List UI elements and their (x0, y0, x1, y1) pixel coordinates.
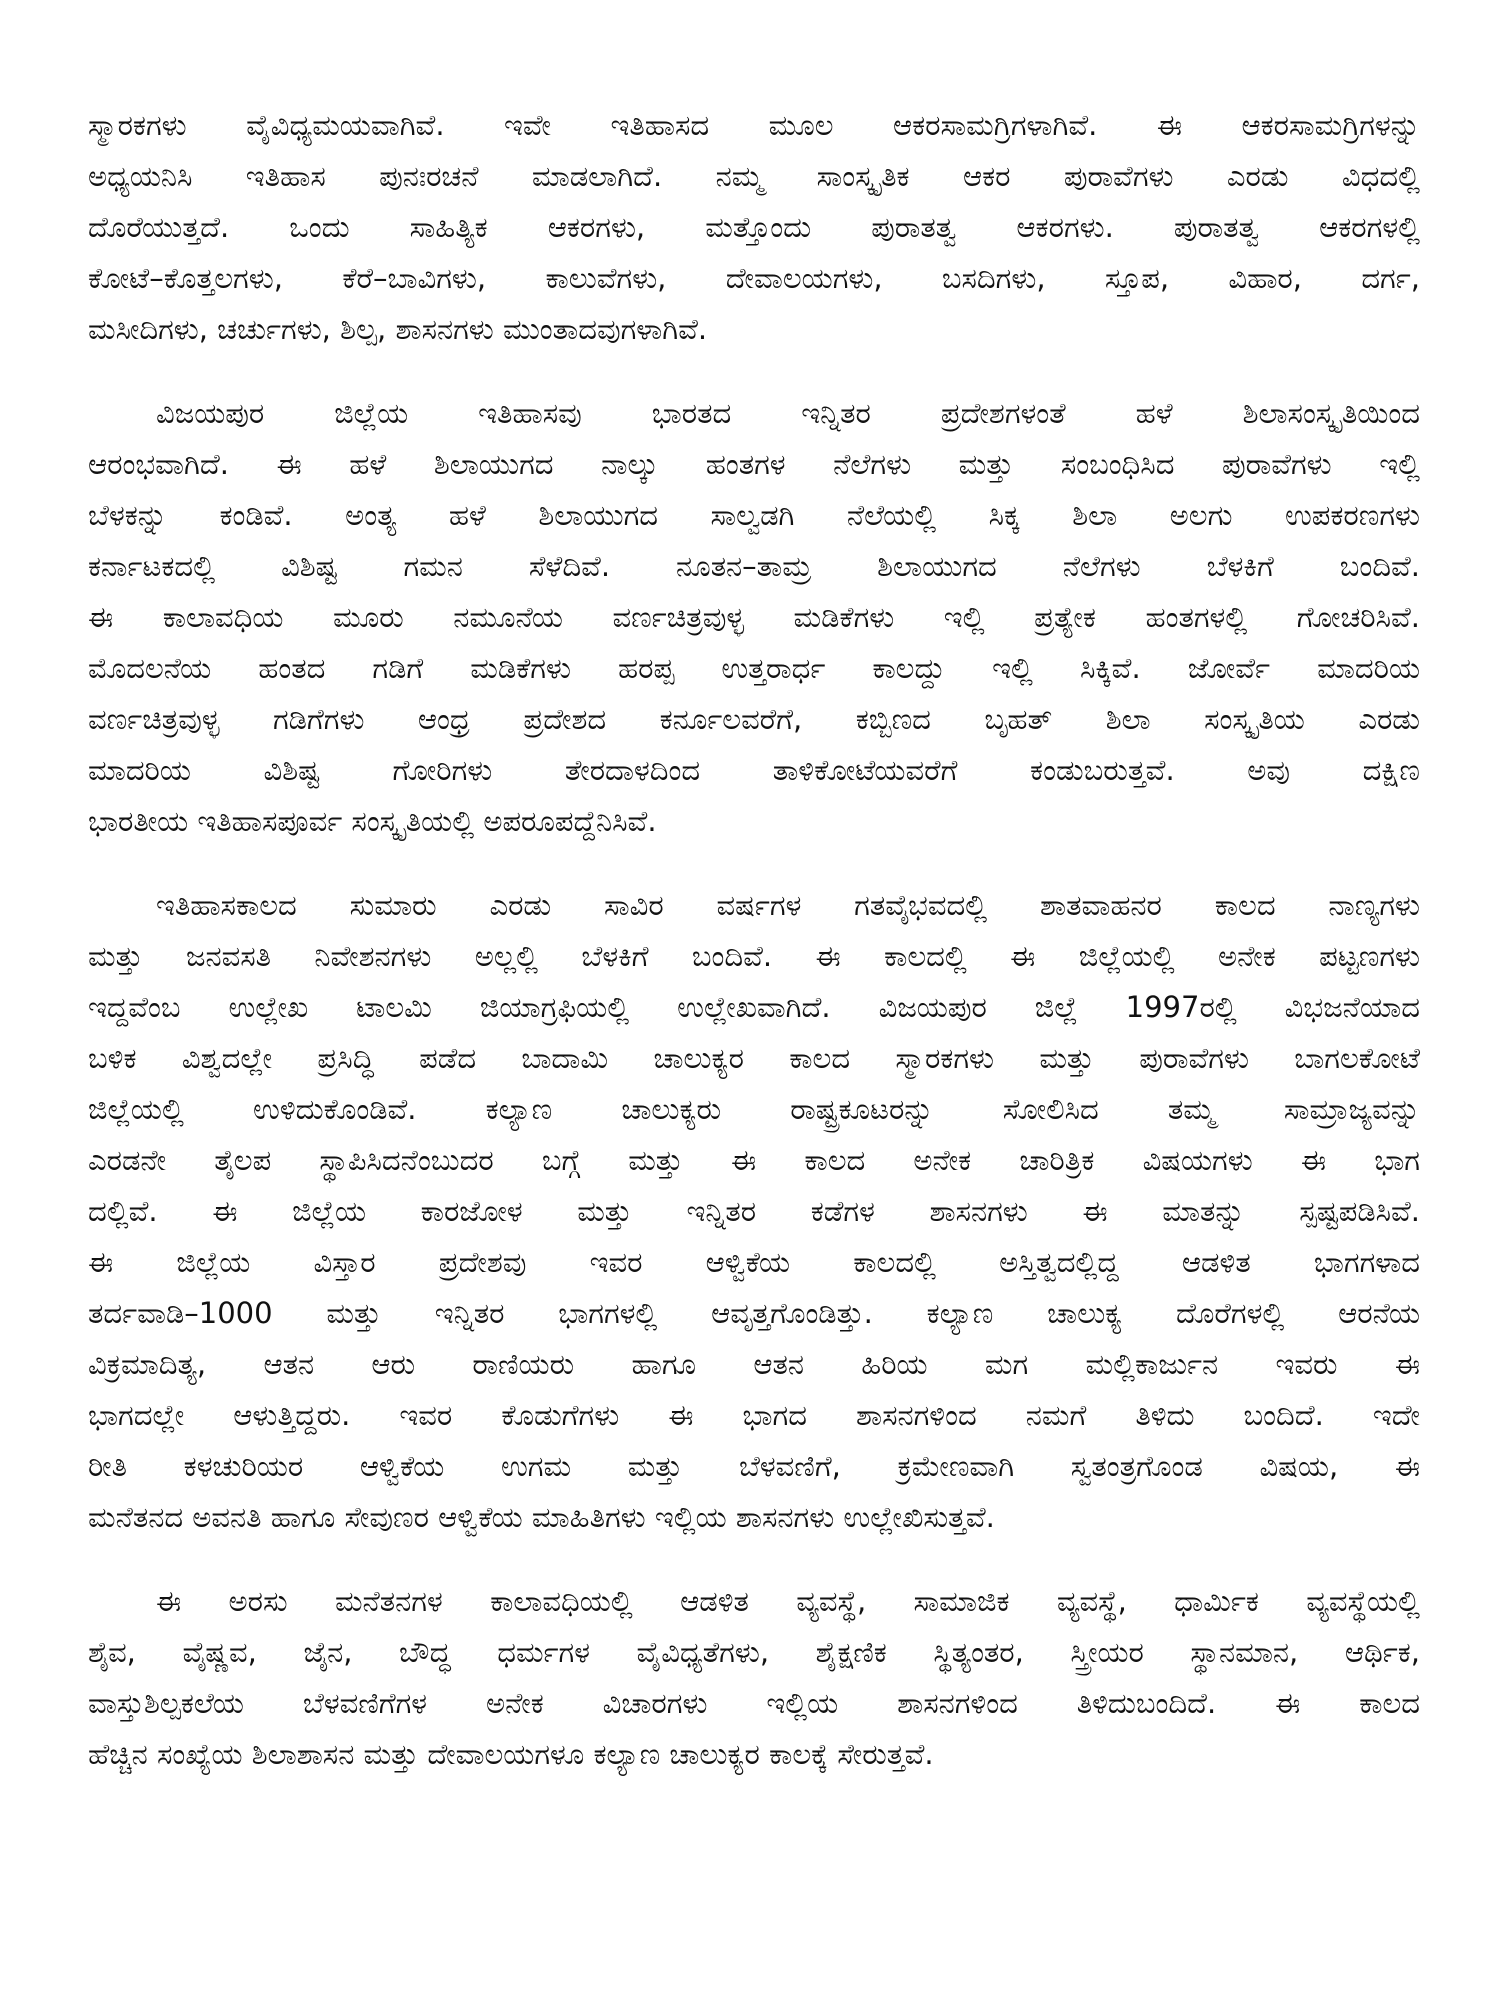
text-line: ಈ ಜಿಲ್ಲೆಯ ವಿಸ್ತಾರ ಪ್ರದೇಶವು ಇವರ ಆಳ್ವಿಕೆಯ ಕಾಲದಲ್ಲಿ ಅಸ್ತಿತ್ವದಲ್ಲಿದ್ದ ಆಡಳಿತ ಭಾಗಗಳಾದ (88, 1245, 1420, 1279)
text-line: ಭಾಗದಲ್ಲೇ ಆಳುತ್ತಿದ್ದರು. ಇವರ ಕೊಡುಗೆಗಳು ಈ ಭಾಗದ ಶಾಸನಗಳಿಂದ ನಮಗೆ ತಿಳಿದು ಬಂದಿದೆ. ಇದೇ (88, 1398, 1420, 1432)
paragraph-1 (88, 100, 1420, 355)
text-line: ಮತ್ತು ಜನವಸತಿ ನಿವೇಶನಗಳು ಅಲ್ಲಲ್ಲಿ ಬೆಳಕಿಗೆ ಬಂದಿವೆ. ಈ ಕಾಲದಲ್ಲಿ ಈ ಜಿಲ್ಲೆಯಲ್ಲಿ ಅನೇಕ ಪಟ್ಟಣಗಳು (88, 939, 1420, 973)
text-line: ಈ ಕಾಲಾವಧಿಯ ಮೂರು ನಮೂನೆಯ ವರ್ಣಚಿತ್ರವುಳ್ಳ ಮಡಿಕೆಗಳು ಇಲ್ಲಿ ಪ್ರತ್ಯೇಕ ಹಂತಗಳಲ್ಲಿ ಗೋಚರಿಸಿವೆ. (88, 600, 1420, 634)
text-line: ಜಿಲ್ಲೆಯಲ್ಲಿ ಉಳಿದುಕೊಂಡಿವೆ. ಕಲ್ಯಾಣ ಚಾಲುಕ್ಯರು ರಾಷ್ಟ್ರಕೂಟರನ್ನು ಸೋಲಿಸಿದ ತಮ್ಮ ಸಾಮ್ರಾಜ್ಯವನ್ನು (88, 1092, 1420, 1126)
text-line: ದಲ್ಲಿವೆ. ಈ ಜಿಲ್ಲೆಯ ಕಾರಜೋಳ ಮತ್ತು ಇನ್ನಿತರ ಕಡೆಗಳ ಶಾಸನಗಳು ಈ ಮಾತನ್ನು ಸ್ಪಷ್ಟಪಡಿಸಿವೆ. (88, 1194, 1420, 1228)
text-line: ಮೊದಲನೆಯ ಹಂತದ ಗಡಿಗೆ ಮಡಿಕೆಗಳು ಹರಪ್ಪ ಉತ್ತರಾರ್ಧ ಕಾಲದ್ದು ಇಲ್ಲಿ ಸಿಕ್ಕಿವೆ. ಜೋರ್ವೆ ಮಾದರಿಯ (88, 651, 1420, 685)
text-line: ವಾಸ್ತುಶಿಲ್ಪಕಲೆಯ ಬೆಳವಣಿಗೆಗಳ ಅನೇಕ ವಿಚಾರಗಳು ಇಲ್ಲಿಯ ಶಾಸನಗಳಿಂದ ತಿಳಿದುಬಂದಿದೆ. ಈ ಕಾಲದ (88, 1686, 1420, 1720)
text-line: ವಿಕ್ರಮಾದಿತ್ಯ, ಆತನ ಆರು ರಾಣಿಯರು ಹಾಗೂ ಆತನ ಹಿರಿಯ ಮಗ ಮಲ್ಲಿಕಾರ್ಜುನ ಇವರು ಈ (88, 1347, 1420, 1381)
text-line: ಎರಡನೇ ತೈಲಪ ಸ್ಥಾಪಿಸಿದನೆಂಬುದರ ಬಗ್ಗೆ ಮತ್ತು ಈ ಕಾಲದ ಅನೇಕ ಚಾರಿತ್ರಿಕ ವಿಷಯಗಳು ಈ ಭಾಗ (88, 1143, 1420, 1177)
text-line: ತರ್ದವಾಡಿ–1000 ಮತ್ತು ಇನ್ನಿತರ ಭಾಗಗಳಲ್ಲಿ ಆವೃತ್ತಗೊಂಡಿತ್ತು. ಕಲ್ಯಾಣ ಚಾಲುಕ್ಯ ದೊರೆಗಳಲ್ಲಿ ಆರನೆಯ (88, 1296, 1420, 1330)
text-line: ಈ ಅರಸು ಮನೆತನಗಳ ಕಾಲಾವಧಿಯಲ್ಲಿ ಆಡಳಿತ ವ್ಯವಸ್ಥೆ, ಸಾಮಾಜಿಕ ವ್ಯವಸ್ಥೆ, ಧಾರ್ಮಿಕ ವ್ಯವಸ್ಥೆಯಲ್ಲಿ (156, 1584, 1420, 1618)
text-line: ಬಳಿಕ ವಿಶ್ವದಲ್ಲೇ ಪ್ರಸಿದ್ಧಿ ಪಡೆದ ಬಾದಾಮಿ ಚಾಲುಕ್ಯರ ಕಾಲದ ಸ್ಮಾರಕಗಳು ಮತ್ತು ಪುರಾವೆಗಳು ಬಾಗಲಕೋಟೆ (88, 1041, 1420, 1075)
text-line: ಹೆಚ್ಚಿನ ಸಂಖ್ಯೆಯ ಶಿಲಾಶಾಸನ ಮತ್ತು ದೇವಾಲಯಗಳೂ ಕಲ್ಯಾಣ ಚಾಲುಕ್ಯರ ಕಾಲಕ್ಕೆ ಸೇರುತ್ತವೆ. (88, 1737, 934, 1771)
text-line: ಇತಿಹಾಸಕಾಲದ ಸುಮಾರು ಎರಡು ಸಾವಿರ ವರ್ಷಗಳ ಗತವೈಭವದಲ್ಲಿ ಶಾತವಾಹನರ ಕಾಲದ ನಾಣ್ಯಗಳು (156, 888, 1420, 922)
text-line: ಶೈವ, ವೈಷ್ಣವ, ಜೈನ, ಬೌದ್ಧ ಧರ್ಮಗಳ ವೈವಿಧ್ಯತೆಗಳು, ಶೈಕ್ಷಣಿಕ ಸ್ಥಿತ್ಯಂತರ, ಸ್ತ್ರೀಯರ ಸ್ಥಾನಮಾನ, ಆರ್ಥಿಕ, (88, 1635, 1420, 1669)
text-line: ಭಾರತೀಯ ಇತಿಹಾಸಪೂರ್ವ ಸಂಸ್ಕೃತಿಯಲ್ಲಿ ಅಪರೂಪದ್ದೆನಿಸಿವೆ. (88, 804, 657, 838)
text-line: ಇದ್ದವೆಂಬ ಉಲ್ಲೇಖ ಟಾಲಮಿ ಜಿಯಾಗ್ರಫಿಯಲ್ಲಿ ಉಲ್ಲೇಖವಾಗಿದೆ. ವಿಜಯಪುರ ಜಿಲ್ಲೆ 1997ರಲ್ಲಿ ವಿಭಜನೆಯಾದ (88, 990, 1420, 1024)
text-line: ಮನೆತನದ ಅವನತಿ ಹಾಗೂ ಸೇವುಣರ ಆಳ್ವಿಕೆಯ ಮಾಹಿತಿಗಳು ಇಲ್ಲಿಯ ಶಾಸನಗಳು ಉಲ್ಲೇಖಿಸುತ್ತವೆ. (88, 1500, 995, 1534)
text-line: ದೊರೆಯುತ್ತದೆ. ಒಂದು ಸಾಹಿತ್ಯಿಕ ಆಕರಗಳು, ಮತ್ತೊಂದು ಪುರಾತತ್ವ ಆಕರಗಳು. ಪುರಾತತ್ವ ಆಕರಗಳಲ್ಲಿ (88, 210, 1420, 244)
paragraph-3 (88, 880, 1420, 1543)
text-line: ಮಸೀದಿಗಳು, ಚರ್ಚುಗಳು, ಶಿಲ್ಪ, ಶಾಸನಗಳು ಮುಂತಾದವುಗಳಾಗಿವೆ. (88, 312, 708, 346)
document-page (88, 100, 1420, 1920)
text-line: ಮಾದರಿಯ ವಿಶಿಷ್ಟ ಗೋರಿಗಳು ತೇರದಾಳದಿಂದ ತಾಳಿಕೋಟೆಯವರೆಗೆ ಕಂಡುಬರುತ್ತವೆ. ಅವು ದಕ್ಷಿಣ (88, 753, 1420, 787)
text-line: ಕರ್ನಾಟಕದಲ್ಲಿ ವಿಶಿಷ್ಟ ಗಮನ ಸೆಳೆದಿವೆ. ನೂತನ–ತಾಮ್ರ ಶಿಲಾಯುಗದ ನೆಲೆಗಳು ಬೆಳಕಿಗೆ ಬಂದಿವೆ. (88, 549, 1420, 583)
text-line: ಅಧ್ಯಯನಿಸಿ ಇತಿಹಾಸ ಪುನಃರಚನೆ ಮಾಡಲಾಗಿದೆ. ನಮ್ಮ ಸಾಂಸ್ಕೃತಿಕ ಆಕರ ಪುರಾವೆಗಳು ಎರಡು ವಿಧದಲ್ಲಿ (88, 159, 1420, 193)
text-line: ಆರಂಭವಾಗಿದೆ. ಈ ಹಳೆ ಶಿಲಾಯುಗದ ನಾಲ್ಕು ಹಂತಗಳ ನೆಲೆಗಳು ಮತ್ತು ಸಂಬಂಧಿಸಿದ ಪುರಾವೆಗಳು ಇಲ್ಲಿ (88, 447, 1420, 481)
text-line: ವಿಜಯಪುರ ಜಿಲ್ಲೆಯ ಇತಿಹಾಸವು ಭಾರತದ ಇನ್ನಿತರ ಪ್ರದೇಶಗಳಂತೆ ಹಳೆ ಶಿಲಾಸಂಸ್ಕೃತಿಯಿಂದ (156, 396, 1420, 430)
paragraph-4 (88, 1576, 1420, 1780)
text-line: ಕೋಟೆ–ಕೊತ್ತಲಗಳು, ಕೆರೆ–ಬಾವಿಗಳು, ಕಾಲುವೆಗಳು, ದೇವಾಲಯಗಳು, ಬಸದಿಗಳು, ಸ್ತೂಪ, ವಿಹಾರ, ದರ್ಗ, (88, 261, 1420, 295)
text-line: ವರ್ಣಚಿತ್ರವುಳ್ಳ ಗಡಿಗೆಗಳು ಆಂಧ್ರ ಪ್ರದೇಶದ ಕರ್ನೂಲವರೆಗೆ, ಕಬ್ಬಿಣದ ಬೃಹತ್ ಶಿಲಾ ಸಂಸ್ಕೃತಿಯ ಎರಡು (88, 702, 1420, 736)
text-line: ಬೆಳಕನ್ನು ಕಂಡಿವೆ. ಅಂತ್ಯ ಹಳೆ ಶಿಲಾಯುಗದ ಸಾಲ್ವಡಗಿ ನೆಲೆಯಲ್ಲಿ ಸಿಕ್ಕ ಶಿಲಾ ಅಲಗು ಉಪಕರಣಗಳು (88, 498, 1420, 532)
paragraph-2 (88, 388, 1420, 847)
text-line: ರೀತಿ ಕಳಚುರಿಯರ ಆಳ್ವಿಕೆಯ ಉಗಮ ಮತ್ತು ಬೆಳವಣಿಗೆ, ಕ್ರಮೇಣವಾಗಿ ಸ್ವತಂತ್ರಗೊಂಡ ವಿಷಯ, ಈ (88, 1449, 1420, 1483)
text-line: ಸ್ಮಾರಕಗಳು ವೈವಿಧ್ಯಮಯವಾಗಿವೆ. ಇವೇ ಇತಿಹಾಸದ ಮೂಲ ಆಕರಸಾಮಗ್ರಿಗಳಾಗಿವೆ. ಈ ಆಕರಸಾಮಗ್ರಿಗಳನ್ನು (88, 108, 1420, 142)
